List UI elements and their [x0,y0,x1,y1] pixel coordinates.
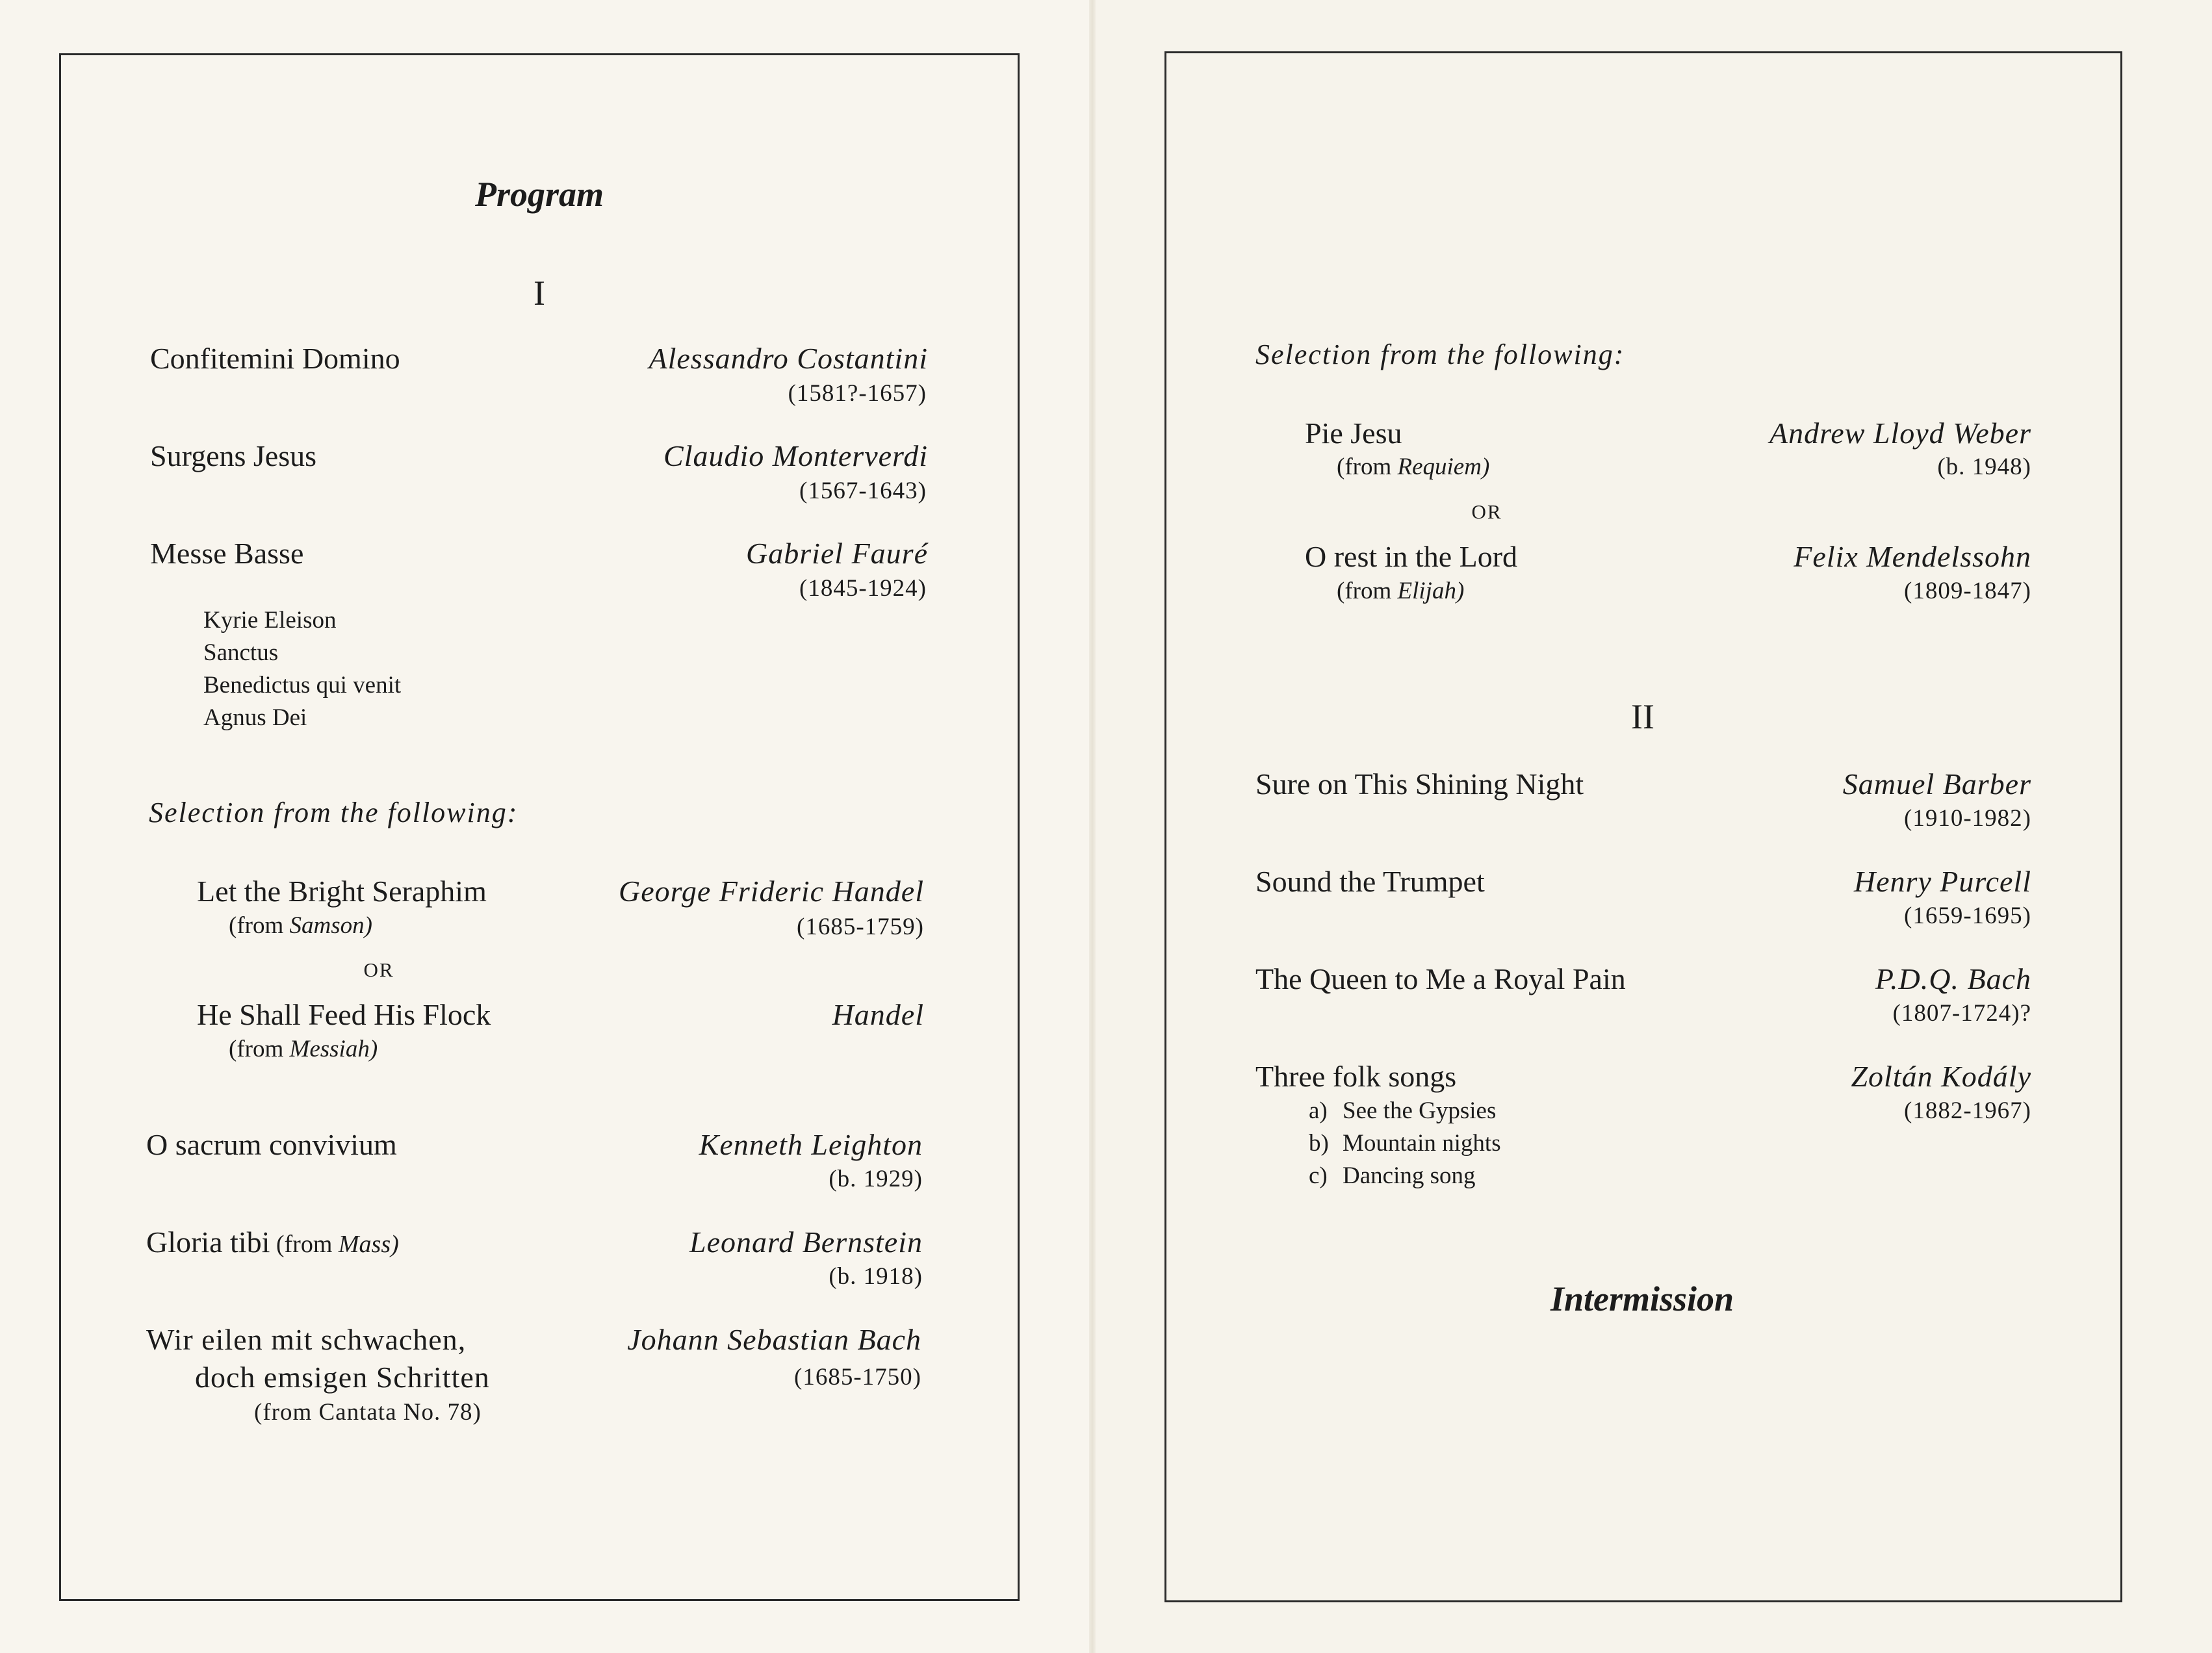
program-title: Program [474,175,604,214]
work-title: Wir eilen mit schwachen, [146,1323,467,1356]
composer-dates: (1685-1750) [794,1364,921,1390]
page-fold [1089,0,1096,1653]
composer-name: Alessandro Costantini [649,342,928,375]
composer-dates: (1910-1982) [1904,805,2031,832]
movement-item: Sanctus [203,639,279,666]
composer-name: Handel [832,998,924,1031]
composer-name: Gabriel Fauré [745,537,928,570]
section-ii-heading: II [1631,697,1654,736]
composer-name: Claudio Monterverdi [663,439,928,472]
movement-item: Benedictus qui venit [203,672,402,698]
composer-dates: (1809-1847) [1904,578,2031,604]
composer-dates: (1581?-1657) [788,380,927,407]
composer-dates: (b. 1929) [829,1166,923,1192]
section-i-heading: I [534,274,545,313]
folk-song-item: a) See the Gypsies [1309,1097,1497,1124]
composer-name: Kenneth Leighton [699,1128,923,1161]
work-title: Let the Bright Seraphim [197,875,487,908]
composer-dates: (1567-1643) [799,478,927,504]
composer-dates: (1882-1967) [1904,1097,2031,1124]
composer-name: Felix Mendelssohn [1794,540,2031,573]
composer-dates: (b. 1918) [829,1263,923,1290]
work-title: Gloria tibi (from Mass) [146,1225,399,1259]
work-title: doch emsigen Schritten [195,1361,490,1394]
movement-item: Agnus Dei [203,704,307,731]
work-source: (from Samson) [229,912,372,939]
composer-dates: (1659-1695) [1904,903,2031,929]
work-source: (from Messiah) [229,1036,378,1062]
composer-dates: (1845-1924) [799,575,927,602]
folk-song-item: b) Mountain nights [1309,1130,1501,1157]
work-source: (from Elijah) [1337,578,1465,604]
folk-song-item: c) Dancing song [1309,1162,1476,1189]
work-title: He Shall Feed His Flock [197,998,491,1031]
composer-dates: (b. 1948) [1937,454,2031,480]
work-title: O rest in the Lord [1305,540,1518,573]
selection-label: Selection from the following: [1255,339,1625,370]
work-title: Three folk songs [1255,1060,1457,1093]
work-title: Pie Jesu [1305,416,1402,450]
or-separator: OR [363,958,394,981]
or-separator: OR [1471,500,1502,523]
composer-name: P.D.Q. Bach [1875,962,2031,995]
composer-name: Johann Sebastian Bach [627,1323,921,1356]
work-title: Messe Basse [150,537,304,570]
composer-name: Andrew Lloyd Weber [1769,416,2031,450]
composer-name: George Frideric Handel [619,875,924,908]
movement-list [203,604,401,734]
work-title: The Queen to Me a Royal Pain [1255,962,1626,995]
composer-name: Henry Purcell [1853,865,2031,898]
work-source: (from Requiem) [1337,454,1490,480]
work-title: O sacrum convivium [146,1128,397,1161]
selection-label: Selection from the following: [149,797,519,828]
work-title: Confitemini Domino [150,342,400,375]
composer-name: Samuel Barber [1842,767,2031,801]
work-title: Sound the Trumpet [1255,865,1485,898]
work-title: Surgens Jesus [150,439,317,472]
intermission-heading: Intermission [1550,1279,1734,1318]
movement-item: Kyrie Eleison [203,607,337,634]
folk-song-list [1309,1095,1501,1192]
work-title: Sure on This Shining Night [1255,767,1584,801]
composer-name: Leonard Bernstein [689,1225,923,1259]
composer-dates: (1685-1759) [797,914,924,940]
composer-name: Zoltán Kodály [1851,1060,2031,1093]
composer-dates: (1807-1724)? [1892,1000,2031,1027]
work-source: (from Cantata No. 78) [254,1399,482,1426]
